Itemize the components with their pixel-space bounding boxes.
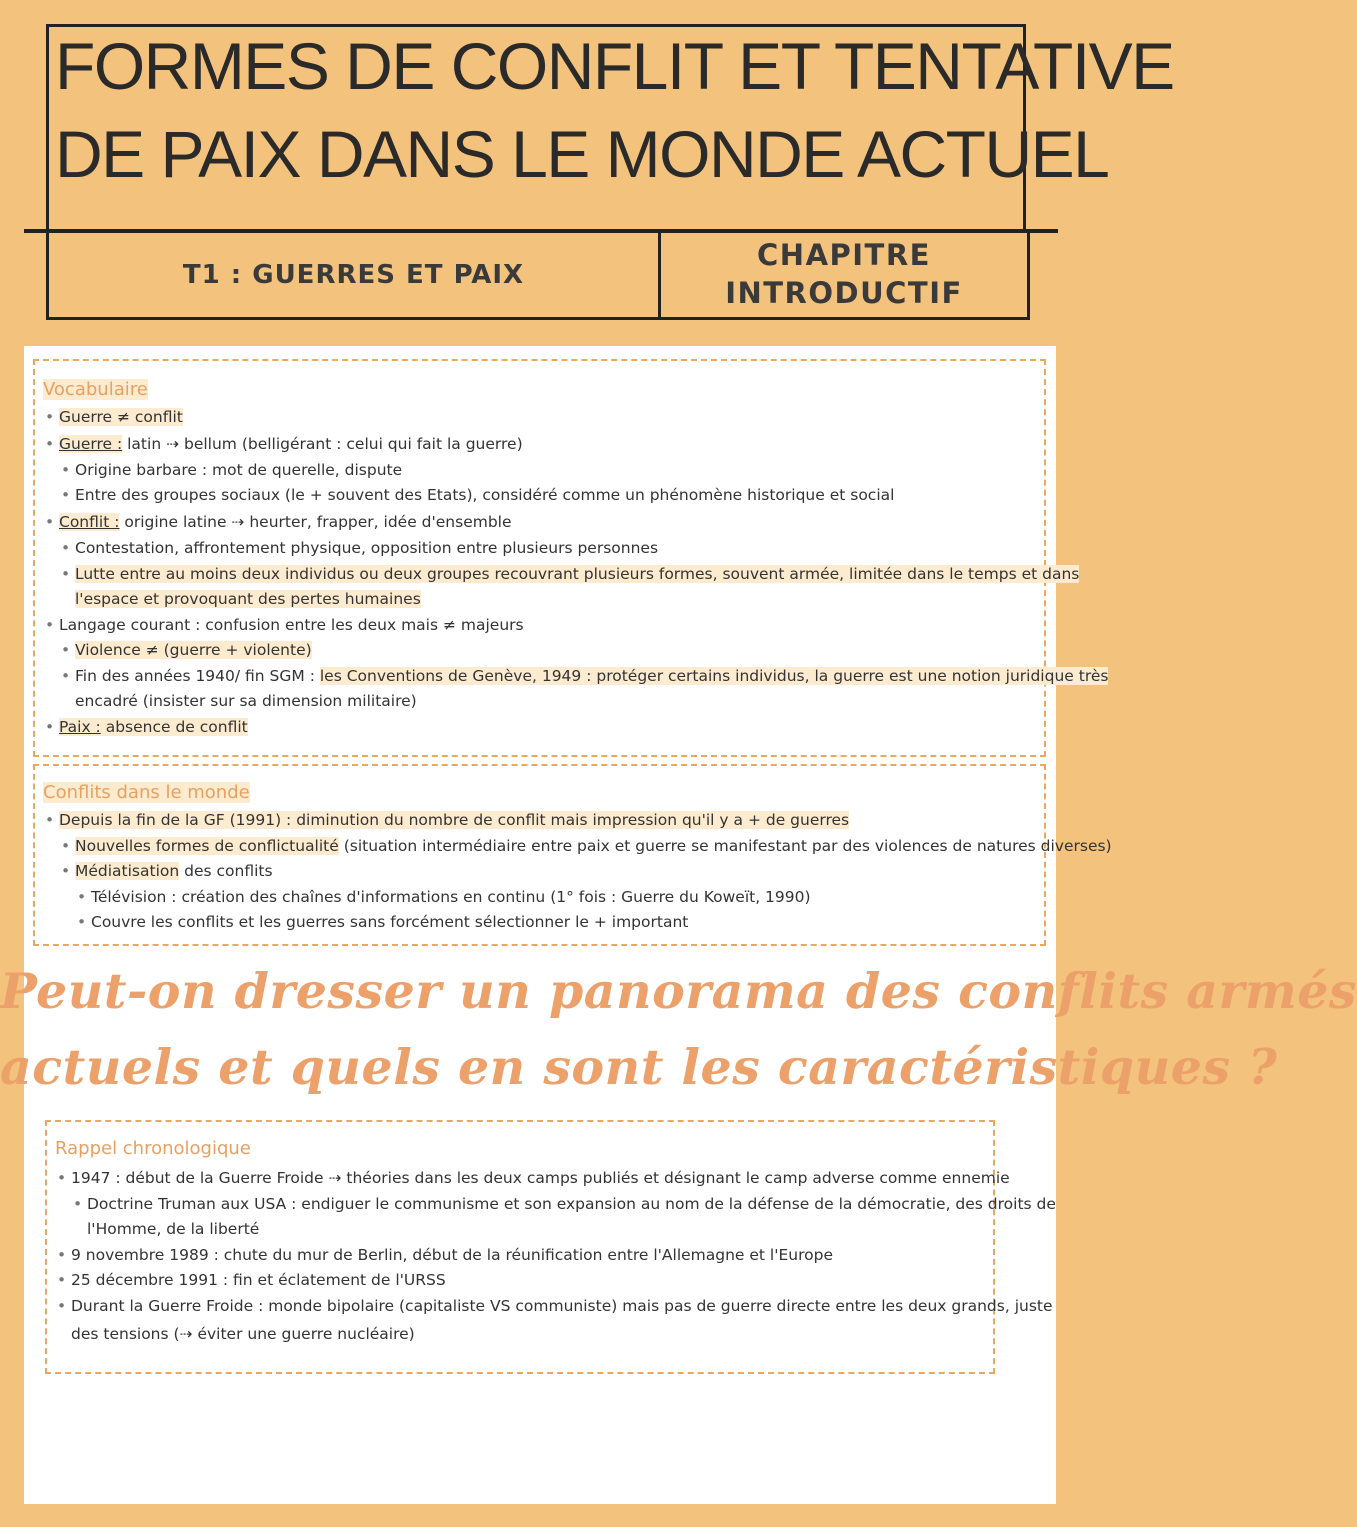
list-item: • Conflit : origine latine ⇢ heurter, frapper, idée d'ensemble	[45, 513, 512, 531]
chronology-heading: Rappel chronologique	[55, 1138, 251, 1159]
notes-sheet	[24, 346, 1112, 1504]
list-item: • Durant la Guerre Froide : monde bipolaire (capitaliste VS communiste) mais pas de guerre directe entre les deux grands, juste	[57, 1297, 1053, 1315]
conflicts-section	[33, 764, 1112, 946]
list-item: • Entre des groupes sociaux (le + souvent des Etats), considéré comme un phénomène historique et social	[61, 486, 895, 504]
list-item-continued: l'espace et provoquant des pertes humaines	[75, 590, 421, 608]
page-title-line-2: DE PAIX DANS LE MONDE ACTUEL	[55, 117, 1109, 191]
list-item: • Lutte entre au moins deux individus ou deux groupes recouvrant plusieurs formes, souvent armée, limitée dans le temps et dans	[61, 565, 1080, 583]
theme-label: T1 : GUERRES ET PAIX	[182, 259, 525, 290]
list-item-continued: encadré (insister sur sa dimension militaire)	[75, 692, 417, 710]
list-item: • Depuis la fin de la GF (1991) : diminution du nombre de conflit mais impression qu'il y a + de guerres	[45, 811, 850, 829]
vocabulary-section	[33, 359, 1109, 757]
list-item: • 25 décembre 1991 : fin et éclatement de l'URSS	[57, 1271, 446, 1289]
chronology-section	[45, 1120, 1056, 1374]
page-title-line-1: FORMES DE CONFLIT ET TENTATIVE	[55, 29, 1174, 103]
list-item: • Nouvelles formes de conflictualité (situation intermédiaire entre paix et guerre se manifestant par des violences de natures diverses)	[61, 837, 1112, 855]
list-item: • 9 novembre 1989 : chute du mur de Berlin, début de la réunification entre l'Allemagne et l'Europe	[57, 1246, 834, 1264]
conflicts-heading: Conflits dans le monde	[43, 782, 250, 803]
list-item: • Guerre : latin ⇢ bellum (belligérant : celui qui fait la guerre)	[45, 435, 523, 453]
list-item: • Couvre les conflits et les guerres sans forcément sélectionner le + important	[77, 913, 689, 931]
list-item: • Doctrine Truman aux USA : endiguer le communisme et son expansion au nom de la défense de la démocratie, des droits de	[73, 1195, 1056, 1213]
list-item: • Fin des années 1940/ fin SGM : les Conventions de Genève, 1949 : protéger certains individus, la guerre est une notion juridique très	[61, 667, 1109, 685]
list-item-continued: l'Homme, de la liberté	[87, 1220, 260, 1238]
list-item: • Contestation, affrontement physique, opposition entre plusieurs personnes	[61, 539, 659, 557]
title-box	[46, 24, 1174, 230]
list-item: • Origine barbare : mot de querelle, dispute	[61, 461, 403, 479]
chapter-label	[661, 232, 1027, 317]
list-item: • Médiatisation des conflits	[61, 862, 273, 880]
list-item-continued: des tensions (⇢ éviter une guerre nucléaire)	[71, 1325, 415, 1343]
chapter-label-line-2: INTRODUCTIF	[725, 275, 963, 310]
subtitle-box	[46, 232, 1030, 320]
list-item: • Télévision : création des chaînes d'informations en continu (1° fois : Guerre du Koweït, 1990)	[77, 888, 811, 906]
list-item: • Guerre ≠ conflit	[45, 408, 183, 426]
problem-question-line-1: Peut-on dresser un panorama des conflits armés	[0, 962, 1357, 1020]
list-item: • Paix : absence de conflit	[45, 718, 248, 736]
problem-question-line-2: actuels et quels en sont les caractéristiques ?	[0, 1038, 1278, 1096]
list-item: • 1947 : début de la Guerre Froide ⇢ théories dans les deux camps publiés et désignant le camp adverse comme ennemie	[57, 1169, 1010, 1187]
chapter-label-line-1: CHAPITRE	[757, 237, 931, 272]
vocabulary-heading: Vocabulaire	[43, 379, 148, 400]
list-item: • Violence ≠ (guerre + violente)	[61, 641, 312, 659]
list-item: • Langage courant : confusion entre les deux mais ≠ majeurs	[45, 616, 524, 634]
